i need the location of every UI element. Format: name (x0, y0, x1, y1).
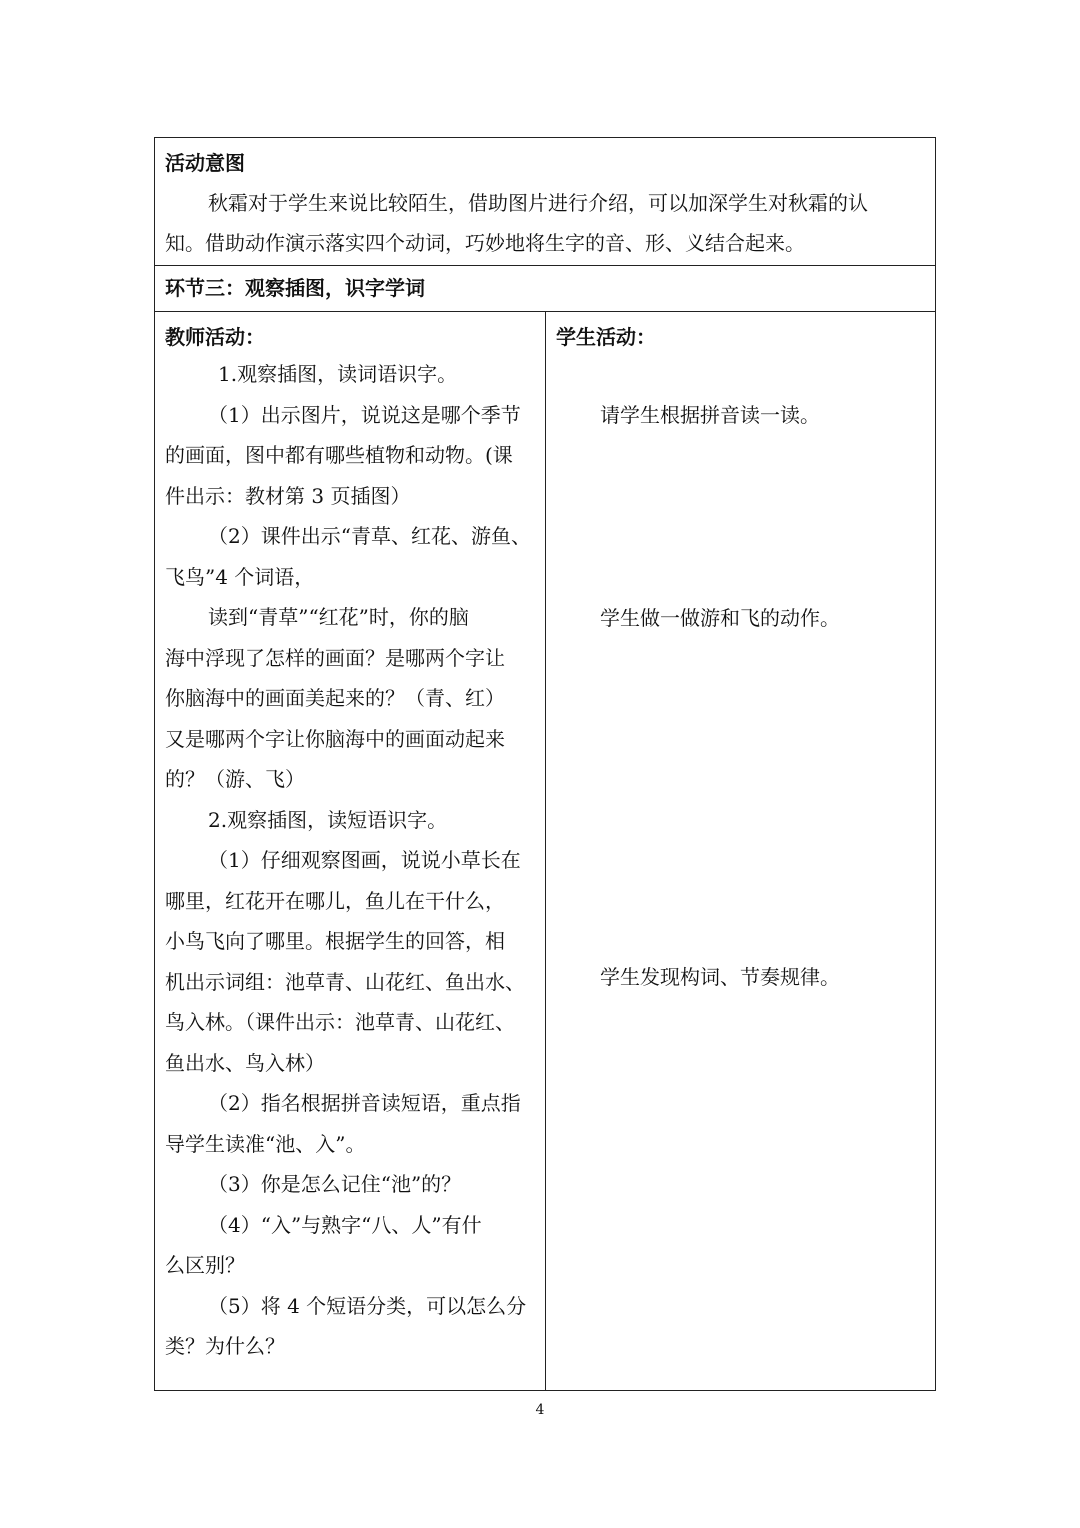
teacher-line: 么区别？ (165, 1253, 245, 1277)
teacher-line: （1）出示图片，说说这是哪个季节 (208, 402, 521, 427)
student-activity-heading: 学生活动： (556, 325, 656, 349)
teacher-line: 的画面，图中都有哪些植物和动物。(课 (165, 443, 513, 467)
teacher-line: 类？为什么？ (165, 1334, 285, 1358)
teacher-line: 小鸟飞向了哪里。根据学生的回答，相 (165, 929, 505, 953)
student-activity-item: 学生发现构词、节奏规律。 (600, 965, 840, 989)
teacher-line: 哪里，红花开在哪儿，鱼儿在干什么， (165, 888, 505, 913)
teacher-line: 机出示词组：池草青、山花红、鱼出水、 (165, 969, 525, 994)
teacher-line: （1）仔细观察图画，说说小草长在 (208, 848, 521, 872)
student-activity-item: 学生做一做游和飞的动作。 (600, 606, 840, 630)
teacher-line: 鱼出水、鸟入林） (165, 1050, 325, 1075)
teacher-line: 导学生读准“池、入”。 (165, 1131, 366, 1156)
teacher-line: 的？（游、飞） (165, 767, 305, 791)
column-divider (545, 312, 546, 1390)
activity-intent-line-2: 知。借助动作演示落实四个动词，巧妙地将生字的音、形、义结合起来。 (165, 231, 805, 255)
lesson-plan-table (154, 137, 936, 1391)
teacher-line: （2）指名根据拼音读短语，重点指 (208, 1091, 521, 1115)
teacher-line: 飞鸟”4 个词语， (165, 564, 315, 589)
teacher-line: 鸟入林。（课件出示：池草青、山花红、 (165, 1010, 515, 1034)
teacher-line: 件出示：教材第 3 页插图） (165, 483, 411, 508)
activity-intent-line-1: 秋霜对于学生来说比较陌生，借助图片进行介绍，可以加深学生对秋霜的认 (208, 191, 868, 215)
teacher-line: 读到“青草”“红花”时，你的脑 (208, 605, 469, 629)
teacher-line: 海中浮现了怎样的画面？是哪两个字让 (165, 645, 505, 670)
page-number: 4 (535, 1402, 545, 1418)
row-divider (155, 265, 935, 266)
teacher-line: （4）“入”与熟字“八、人”有什 (208, 1212, 482, 1237)
activity-intent-heading: 活动意图 (165, 151, 245, 175)
teacher-line: 你脑海中的画面美起来的？（青、红） (165, 686, 505, 710)
teacher-line: （5）将 4 个短语分类，可以怎么分 (208, 1293, 527, 1318)
teacher-line: 2.观察插图，读短语识字。 (208, 807, 448, 832)
student-activity-item: 请学生根据拼音读一读。 (600, 403, 820, 427)
teacher-line: （2）课件出示“青草、红花、游鱼、 (208, 524, 531, 548)
step-heading: 环节三：观察插图，识字学词 (165, 276, 425, 300)
teacher-activity-content (165, 354, 540, 1367)
teacher-line: 1.观察插图，读词语识字。 (218, 362, 458, 386)
teacher-line: 又是哪两个字让你脑海中的画面动起来 (165, 726, 505, 751)
teacher-activity-heading: 教师活动： (165, 325, 265, 349)
teacher-line: （3）你是怎么记住“池”的？ (208, 1172, 462, 1196)
